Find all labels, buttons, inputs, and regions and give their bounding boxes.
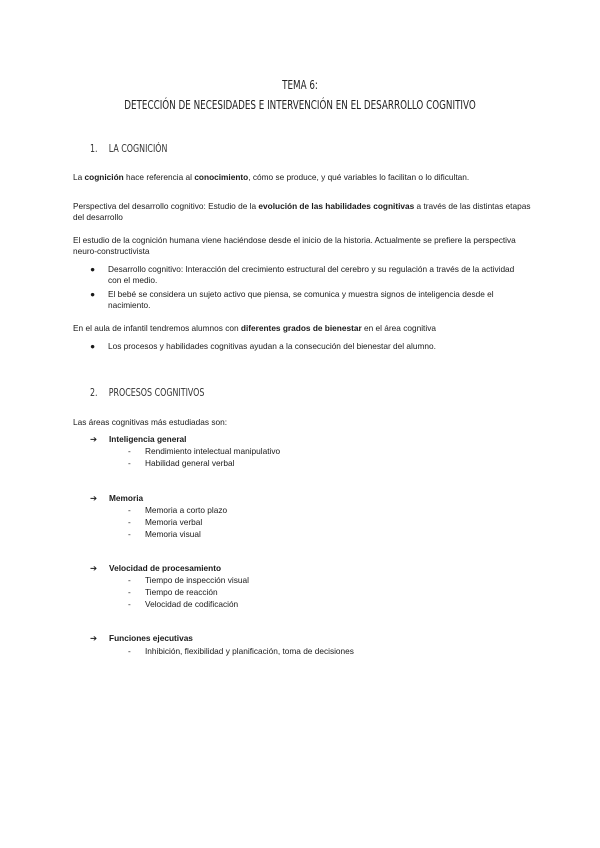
bold-text: conocimiento — [194, 172, 249, 182]
sub-item-text: Memoria verbal — [145, 517, 203, 527]
sub-item-text: Tiempo de reacción — [145, 587, 218, 597]
area-item — [90, 493, 143, 504]
arrow-right-icon: ➔ — [90, 434, 97, 444]
bullet-item — [90, 341, 528, 352]
bold-text: evolución de las habilidades cognitivas — [258, 201, 415, 211]
sub-item-text: Rendimiento intelectual manipulativo — [145, 446, 281, 456]
paragraph-perspective — [73, 201, 533, 223]
area-label: Velocidad de procesamiento — [109, 563, 222, 573]
dash-icon: - — [128, 505, 131, 515]
area-item — [90, 563, 221, 574]
bullet-icon: ● — [90, 264, 96, 274]
dash-icon: - — [128, 575, 131, 585]
text: La — [73, 172, 85, 182]
dash-icon: - — [128, 458, 131, 468]
paragraph-classroom — [73, 323, 533, 334]
arrow-right-icon: ➔ — [90, 493, 97, 503]
bullet-item — [90, 289, 528, 311]
text: en el área cognitiva — [361, 323, 436, 333]
text: hace referencia al — [123, 172, 195, 182]
arrow-right-icon: ➔ — [90, 563, 97, 573]
section-heading-cognicion — [90, 142, 167, 155]
sub-item — [128, 458, 234, 469]
sub-item — [128, 599, 238, 610]
sub-item-text: Tiempo de inspección visual — [145, 575, 249, 585]
bold-text: cognición — [84, 172, 124, 182]
bullet-item — [90, 264, 528, 286]
area-item — [90, 434, 186, 445]
dash-icon: - — [128, 599, 131, 609]
area-label: Memoria — [109, 493, 144, 503]
sub-item — [128, 446, 280, 457]
section-number: 2. — [90, 386, 98, 399]
sub-item — [128, 646, 354, 657]
text: a través de las distintas etapas del desarrollo — [73, 201, 531, 222]
dash-icon: - — [128, 446, 131, 456]
bullet-icon: ● — [90, 341, 96, 351]
section-title: LA COGNICIÓN — [108, 142, 168, 155]
sub-item — [128, 587, 218, 598]
sub-item-text: Memoria visual — [145, 529, 201, 539]
text: Perspectiva del desarrollo cognitivo: Estudio de la — [73, 201, 259, 211]
section-number: 1. — [90, 142, 98, 155]
dash-icon: - — [128, 646, 131, 656]
bold-text: diferentes grados de bienestar — [240, 323, 362, 333]
bullet-text: Los procesos y habilidades cognitivas ayudan a la consecución del bienestar del alumno. — [108, 341, 436, 351]
sub-item — [128, 529, 201, 540]
dash-icon: - — [128, 529, 131, 539]
sub-item — [128, 505, 227, 516]
area-label: Inteligencia general — [109, 434, 187, 444]
sub-item-text: Inhibición, flexibilidad y planificación, toma de decisiones — [145, 646, 354, 656]
document-title-line1: TEMA 6: — [282, 77, 318, 92]
bullet-text: Desarrollo cognitivo: Interacción del crecimiento estructural del cerebro y su regulación a través de la actividad con el medio. — [108, 264, 515, 285]
area-item — [90, 633, 193, 644]
paragraph-definition — [73, 172, 533, 183]
sub-item — [128, 517, 202, 528]
sub-item-text: Memoria a corto plazo — [145, 505, 228, 515]
sub-item — [128, 575, 249, 586]
text: , cómo se produce, y qué variables lo facilitan o lo dificultan. — [248, 172, 470, 182]
bullet-text: El bebé se considera un sujeto activo que piensa, se comunica y muestra signos de inteligencia desde el nacimiento. — [108, 289, 494, 310]
paragraph-history: El estudio de la cognición humana viene haciéndose desde el inicio de la historia. Actualmente se prefiere la perspectiva neuro-constructivista — [73, 235, 516, 256]
document-title-line2: DETECCIÓN DE NECESIDADES E INTERVENCIÓN EN EL DESARROLLO COGNITIVO — [124, 97, 476, 112]
area-label: Funciones ejecutivas — [109, 633, 193, 643]
dash-icon: - — [128, 517, 131, 527]
dash-icon: - — [128, 587, 131, 597]
bullet-icon: ● — [90, 289, 96, 299]
section-heading-procesos — [90, 386, 204, 399]
paragraph-intro: Las áreas cognitivas más estudiadas son: — [73, 417, 228, 427]
sub-item-text: Habilidad general verbal — [145, 458, 235, 468]
arrow-right-icon: ➔ — [90, 633, 97, 643]
text: En el aula de infantil tendremos alumnos con — [73, 323, 241, 333]
section-title: PROCESOS COGNITIVOS — [108, 386, 205, 399]
sub-item-text: Velocidad de codificación — [145, 599, 239, 609]
